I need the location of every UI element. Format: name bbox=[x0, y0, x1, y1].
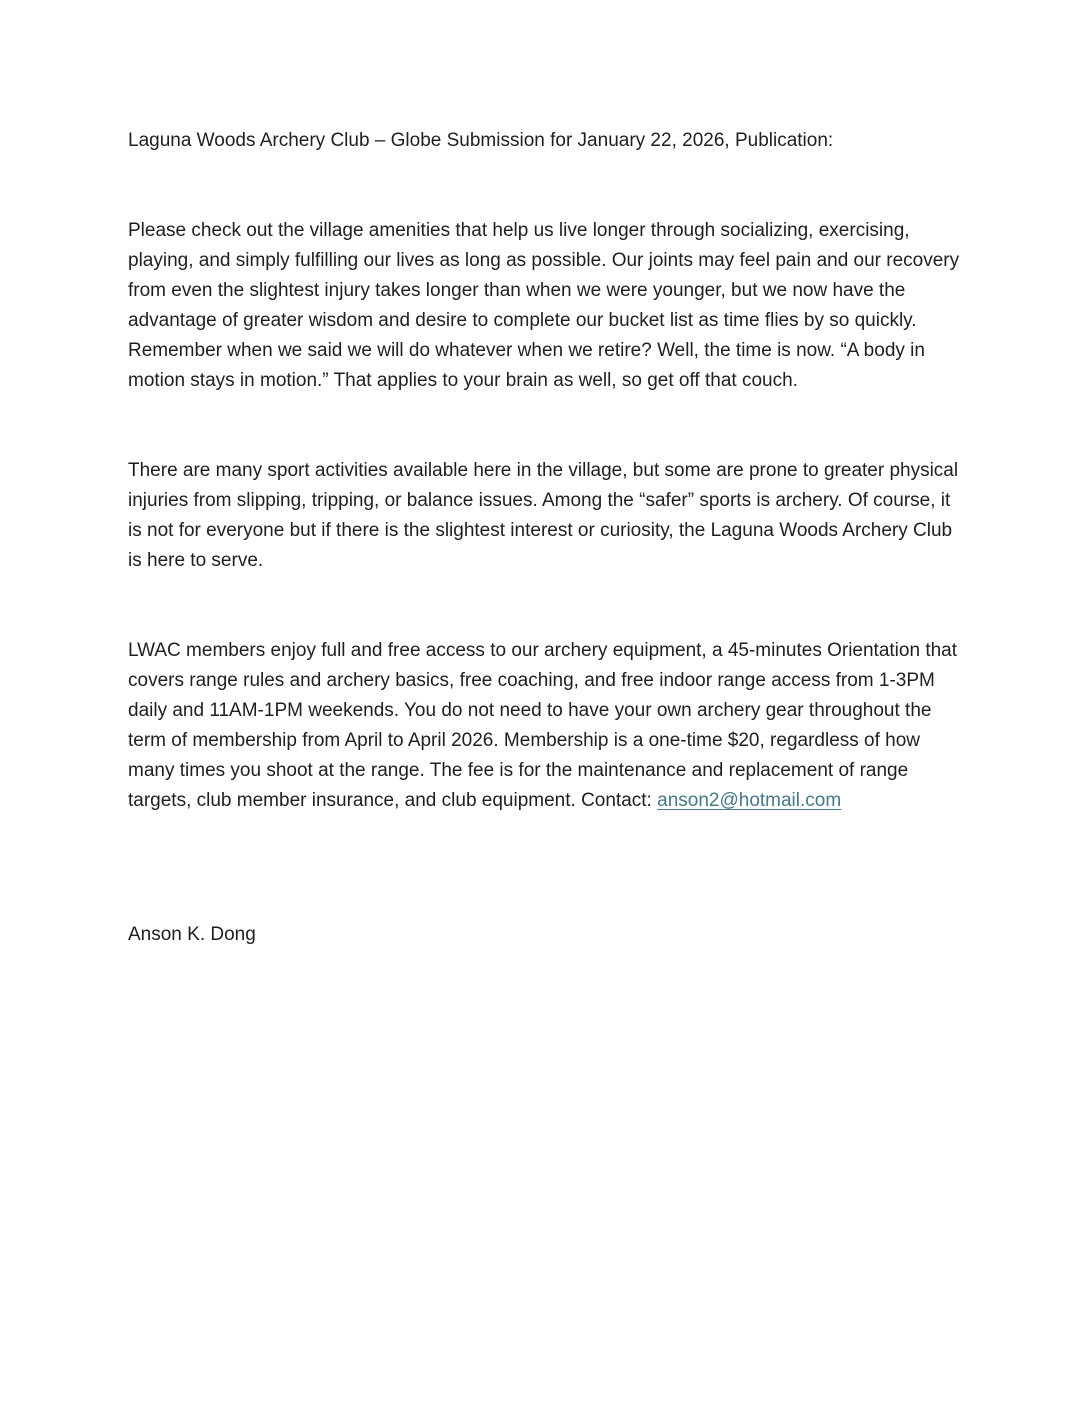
signature-name: Anson K. Dong bbox=[128, 924, 256, 945]
paragraph-membership bbox=[128, 636, 960, 816]
document-title: Laguna Woods Archery Club – Globe Submission for January 22, 2026, Publication: bbox=[128, 130, 834, 151]
paragraph-membership-text: LWAC members enjoy full and free access to our archery equipment, a 45-minutes Orientation that covers range rules and archery basics, free coaching, and free indoor range access from 1-3PM daily and 11AM-1PM weekends. You do not need to have your own archery gear throughout the term of membership from April to April 2026. Membership is a one-time $20, regardless of how many times you shoot at the range. The fee is for the maintenance and replacement of range targets, club member insurance, and club equipment. Contact: bbox=[128, 640, 958, 811]
contact-email-link[interactable]: anson2@hotmail.com bbox=[657, 790, 842, 811]
paragraph-sports: There are many sport activities available here in the village, but some are prone to greater physical injuries from slipping, tripping, or balance issues. Among the “safer” sports is archery. Of course, it is not for everyone but if there is the slightest interest or curiosity, the Laguna Woods Archery Club is here to serve. bbox=[128, 460, 959, 571]
paragraph-intro: Please check out the village amenities that help us live longer through socializing, exercising, playing, and simply fulfilling our lives as long as possible. Our joints may feel pain and our recovery from even the slightest injury takes longer than when we were younger, but we now have the advantage of greater wisdom and desire to complete our bucket list as time flies by so quickly. Remember when we said we will do whatever when we retire? Well, the time is now. “A body in motion stays in motion.” That applies to your brain as well, so get off that couch. bbox=[128, 220, 960, 391]
